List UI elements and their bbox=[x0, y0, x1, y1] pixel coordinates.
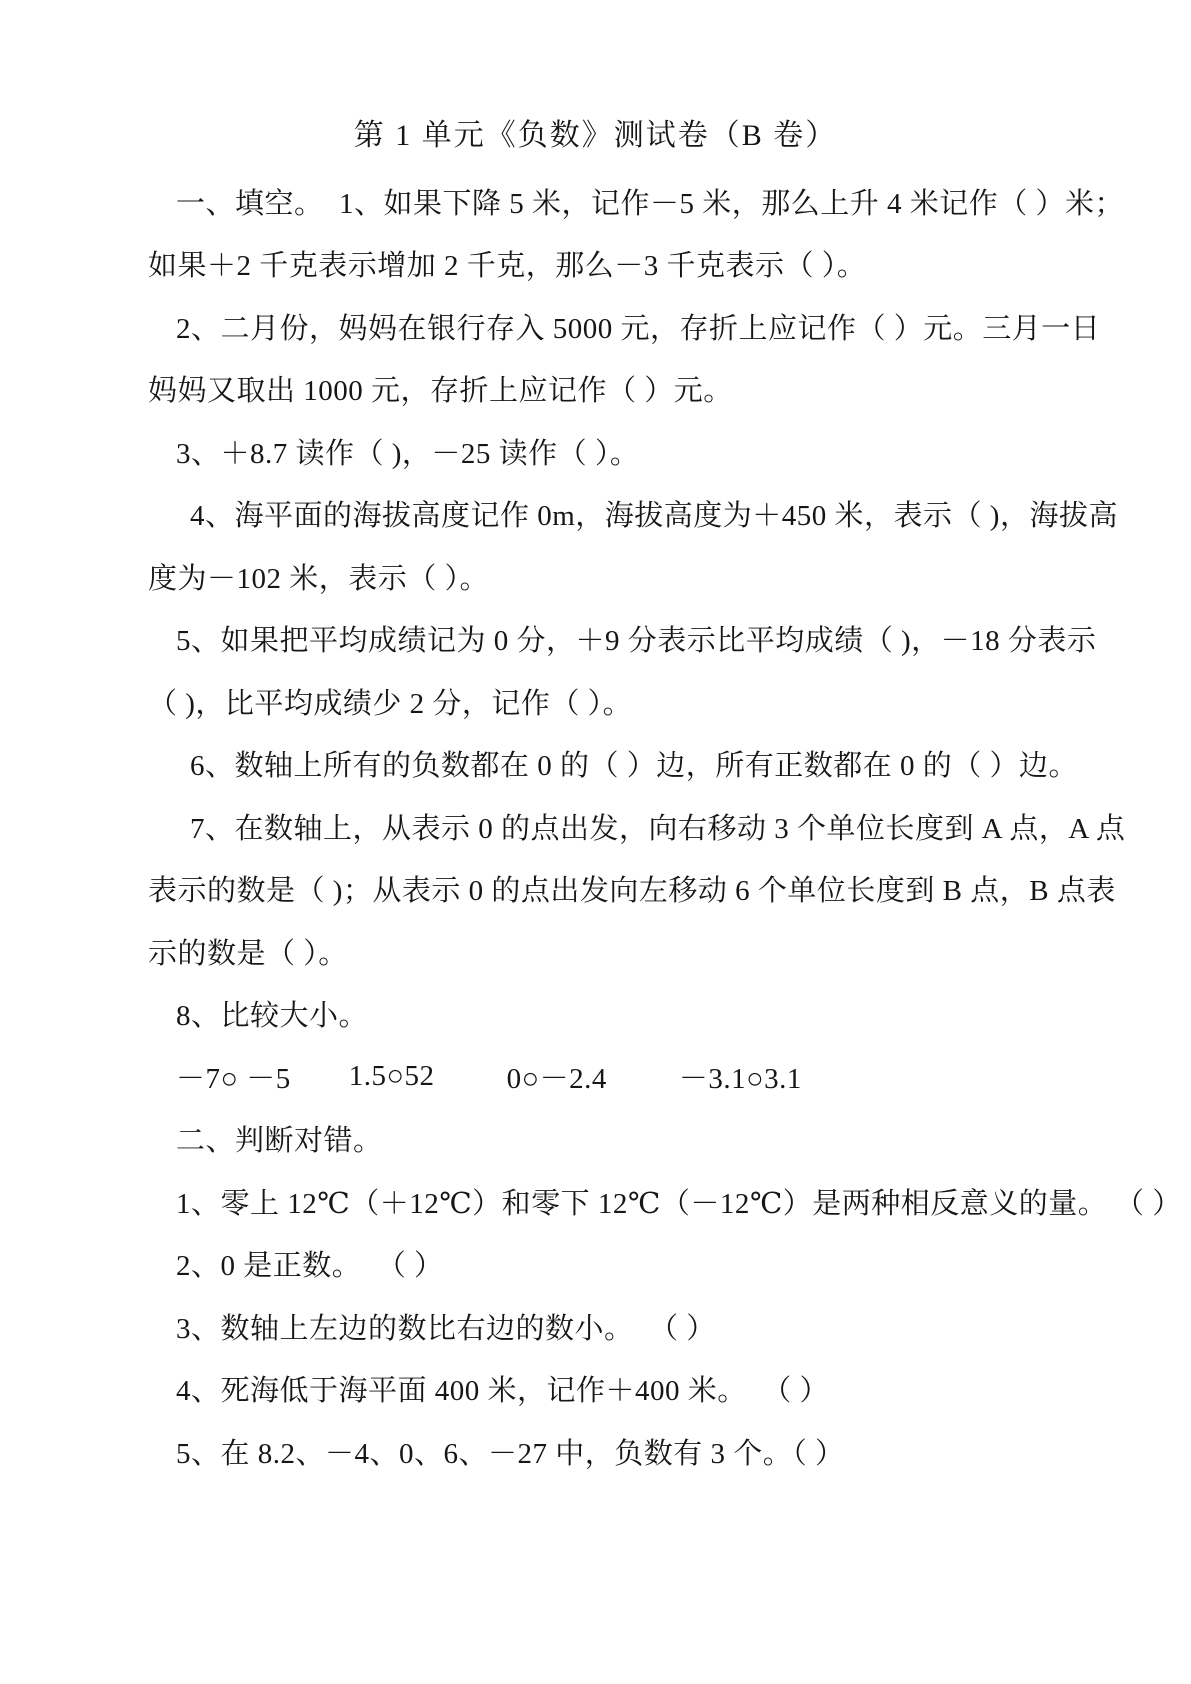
comparison-item-4: －3.1○3.1 bbox=[678, 1062, 802, 1095]
q1-continuation: 如果＋2 千克表示增加 2 千克，那么－3 千克表示（ ）。 bbox=[148, 250, 867, 283]
q8-header: 8、比较大小。 bbox=[176, 1000, 369, 1033]
q4-line1: 4、海平面的海拔高度记作 0m，海拔高度为＋450 米，表示（ )，海拔高 bbox=[190, 500, 1118, 533]
judge-q5: 5、在 8.2、－4、0、6、－27 中，负数有 3 个。（ ） bbox=[176, 1437, 845, 1470]
q7-line3: 示的数是（ ）。 bbox=[148, 937, 348, 970]
comparison-item-1: －7○ －5 bbox=[176, 1062, 291, 1095]
judge-q2: 2、0 是正数。 （ ） bbox=[176, 1250, 444, 1283]
section1-header-and-q1: 一、填空。 1、如果下降 5 米，记作－5 米，那么上升 4 米记作（ ）米； bbox=[176, 187, 1125, 220]
section2-header: 二、判断对错。 bbox=[176, 1125, 383, 1158]
q7-line2: 表示的数是（ )；从表示 0 的点出发向左移动 6 个单位长度到 B 点，B 点表 bbox=[148, 875, 1116, 908]
q7-line1: 7、在数轴上，从表示 0 的点出发，向右移动 3 个单位长度到 A 点，A 点 bbox=[190, 812, 1126, 845]
q6: 6、数轴上所有的负数都在 0 的（ ）边，所有正数都在 0 的（ ）边。 bbox=[190, 750, 1079, 783]
judge-q4: 4、死海低于海平面 400 米，记作＋400 米。 （ ） bbox=[176, 1375, 830, 1408]
comparison-item-3: 0○－2.4 bbox=[506, 1062, 607, 1095]
q5-line1: 5、如果把平均成绩记为 0 分，＋9 分表示比平均成绩（ )，－18 分表示 bbox=[176, 625, 1097, 658]
q5-line2: （ )，比平均成绩少 2 分，记作（ ）。 bbox=[148, 687, 633, 720]
page-title: 第 1 单元《负数》测试卷（B 卷） bbox=[353, 119, 838, 152]
q2-line1: 2、二月份，妈妈在银行存入 5000 元，存折上应记作（ ）元。三月一日 bbox=[176, 312, 1101, 345]
q4-line2: 度为－102 米，表示（ ）。 bbox=[148, 562, 490, 595]
q2-line2: 妈妈又取出 1000 元，存折上应记作（ ）元。 bbox=[148, 375, 733, 408]
comparison-item-2: 1.5○52 bbox=[348, 1059, 435, 1092]
judge-q1: 1、零上 12℃（＋12℃）和零下 12℃（－12℃）是两种相反意义的量。 （ ） bbox=[176, 1187, 1182, 1220]
q8-comparison-row bbox=[148, 1045, 1063, 1108]
q3: 3、＋8.7 读作（ )，－25 读作（ ）。 bbox=[176, 437, 640, 470]
document-body bbox=[148, 170, 1182, 1483]
judge-q3: 3、数轴上左边的数比右边的数小。 （ ） bbox=[176, 1312, 716, 1345]
